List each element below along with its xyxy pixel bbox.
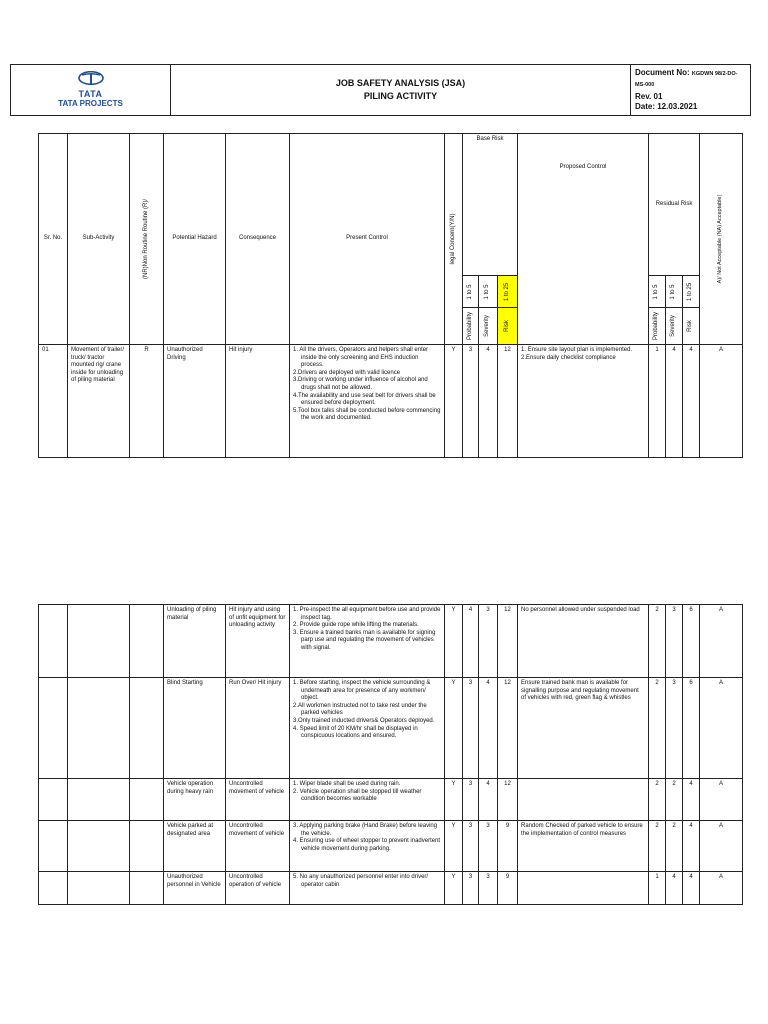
document-header	[10, 64, 751, 116]
base-r-scale: 1 to 25	[498, 276, 518, 308]
logo-text-company: TATA PROJECTS	[58, 98, 123, 108]
base-s: 3	[479, 821, 498, 872]
table-row	[39, 779, 743, 821]
res-p: 1	[649, 872, 666, 905]
res-r: 4	[683, 779, 700, 821]
date: Date: 12.03.2021	[635, 102, 698, 111]
col-hazard: Potential Hazard	[164, 134, 226, 345]
sub-activity: Movement of trailer/ truck/ tractor mounted rig/ crane inside for unloading of piling material	[68, 345, 130, 458]
consequence: Hit injury and using of unfit equipment for unloading activity	[226, 605, 290, 678]
present-control	[290, 345, 445, 458]
sub-activity	[68, 779, 130, 821]
res-risk-label: Risk	[683, 308, 700, 345]
res-p: 2	[649, 605, 666, 678]
res-s: 2	[666, 779, 683, 821]
col-routine-label: (NR)Non Routine Routine (R)/	[142, 198, 149, 280]
base-s-scale: 1 to 5	[479, 276, 498, 308]
present-control: 1. Pre-inspect the all equipment before use and provide inspect tag. 2. Provide guide rope while lifting the materials. 3. Ensure a trained banks man is available for signing parp use and regulating the movement of vehicles with signal.	[290, 605, 445, 678]
base-r: 9	[498, 872, 518, 905]
present-control: 1. Wiper blade shall be used during rain. 2. Vehicle operation shall be stopped till weather condition becomes workable	[290, 779, 445, 821]
base-p: 3	[463, 779, 479, 821]
document-title	[171, 65, 631, 116]
col-residual-risk: Residual Risk	[649, 134, 700, 276]
base-p: 3	[463, 821, 479, 872]
res-s-scale: 1 to 5	[666, 276, 683, 308]
title-line-1: JOB SAFETY ANALYSIS (JSA)	[335, 78, 466, 88]
res-p: 2	[649, 779, 666, 821]
acceptance: A	[700, 345, 743, 458]
tata-logo-icon	[78, 71, 104, 85]
col-sr-no: Sr. No.	[39, 134, 68, 345]
document-info	[631, 65, 751, 116]
col-consequence: Consequence	[226, 134, 290, 345]
doc-no-value: KGDWN 98/2-DO-MS-000	[635, 71, 738, 88]
res-r: 4	[683, 345, 700, 458]
res-r: 6	[683, 605, 700, 678]
present-control: 5. No any unauthorized personnel enter into driver/ operator cabin	[290, 872, 445, 905]
legal: Y	[445, 779, 463, 821]
doc-no-label: Document No:	[635, 68, 690, 77]
table-row	[39, 872, 743, 905]
res-r: 4	[683, 821, 700, 872]
present-control-list: 1. All the drivers, Operators and helpers shall enter inside the only screening and EHS induction process. 2.Drivers are deployed with valid licence 3.Driving or working under influence of alcohol and drugs shall not be allowed. 4.The availability and use seat belt for drivers shall be ensured before deployment. 5.Tool box talks shall be conducted before commencing the work and documented.	[293, 347, 441, 422]
present-control: 1. Before starting, inspect the vehicle surrounding & underneath area for presence of any workmen/ object. 2.All workmen instructed not to take rest under the parked vehicles 3.Only trained inducted drivers& Operators deployed. 4. Speed limit of 20 KM/hr shall be displayed in conspicuous locations and ensured.	[290, 678, 445, 779]
consequence: Uncontrolled operation of vehicle	[226, 872, 290, 905]
res-s: 4	[666, 872, 683, 905]
col-routine	[130, 134, 164, 345]
col-sub-activity: Sub-Activity	[68, 134, 130, 345]
res-r: 4	[683, 872, 700, 905]
col-base-risk: Base Risk	[463, 134, 518, 276]
hazard: Blind Starting	[164, 678, 226, 779]
title-line-2: PILING ACTIVITY	[363, 91, 438, 101]
table-row	[39, 605, 743, 678]
col-legal	[445, 134, 463, 345]
acceptance: A	[700, 779, 743, 821]
res-s: 2	[666, 821, 683, 872]
base-probability: Probability	[463, 308, 479, 345]
acceptance: A	[700, 872, 743, 905]
proposed-control	[518, 345, 649, 458]
base-p: 4	[463, 605, 479, 678]
res-r: 6	[683, 678, 700, 779]
hazard: Vehicle parked at designated area	[164, 821, 226, 872]
base-r: 9	[498, 821, 518, 872]
res-s: 3	[666, 678, 683, 779]
table-row	[39, 821, 743, 872]
res-r-scale: 1 to 25	[683, 276, 700, 308]
hazard: Unauthorized personnel in Vehicle	[164, 872, 226, 905]
hazard: Unauthorized Driving	[164, 345, 226, 458]
acceptance: A	[700, 678, 743, 779]
base-severity: Severity	[479, 308, 498, 345]
col-acceptance-label: A)/ Not Acceptable (NA) Acceptable(	[717, 194, 724, 284]
consequence: Run Over/ Hit injury	[226, 678, 290, 779]
acceptance: A	[700, 821, 743, 872]
base-p: 3	[463, 678, 479, 779]
logo-text-tata: TATA	[78, 88, 103, 99]
hazard: Unloading of piling material	[164, 605, 226, 678]
consequence: Uncontrolled movement of vehicle	[226, 779, 290, 821]
revision: Rev. 01	[635, 92, 663, 101]
base-r: 12	[498, 605, 518, 678]
base-p-scale: 1 to 5	[463, 276, 479, 308]
base-s: 4	[479, 345, 498, 458]
acceptance: A	[700, 605, 743, 678]
legal: Y	[445, 605, 463, 678]
res-p-scale: 1 to 5	[649, 276, 666, 308]
hazard: Vehicle operation during heavy rain	[164, 779, 226, 821]
legal: Y	[445, 821, 463, 872]
consequence: Hit injury	[226, 345, 290, 458]
table-row	[39, 678, 743, 779]
proposed-control	[518, 872, 649, 905]
legal: Y	[445, 345, 463, 458]
res-probability: Probability	[649, 308, 666, 345]
base-p: 3	[463, 872, 479, 905]
table-row	[39, 345, 743, 458]
routine: R	[130, 345, 164, 458]
present-control: 3. Applying parking brake (Hand Brake) before leaving the vehicle. 4. Ensuring use of wheel stopper to prevent inadvertent vehicle movement during parking.	[290, 821, 445, 872]
base-s: 3	[479, 605, 498, 678]
consequence: Uncontrolled movement of vehicle	[226, 821, 290, 872]
col-acceptance	[700, 134, 743, 345]
jsa-table-continued	[38, 604, 743, 905]
proposed-control	[518, 779, 649, 821]
base-risk-label: Risk	[498, 308, 518, 345]
legal: Y	[445, 678, 463, 779]
col-legal-label: legal Concern(Y/N)	[449, 213, 456, 265]
base-s: 4	[479, 779, 498, 821]
res-s: 4	[666, 345, 683, 458]
base-r: 12	[498, 345, 518, 458]
res-p: 2	[649, 678, 666, 779]
sub-activity	[68, 678, 130, 779]
res-severity: Severity	[666, 308, 683, 345]
sub-activity	[68, 821, 130, 872]
proposed-control: Random Checked of parked vehicle to ensure the implementation of control measures	[518, 821, 649, 872]
col-present-control: Present Control	[290, 134, 445, 345]
logo-cell	[11, 65, 171, 116]
col-proposed-control: Proposed Control	[518, 134, 649, 345]
legal: Y	[445, 872, 463, 905]
res-s: 3	[666, 605, 683, 678]
base-r: 12	[498, 678, 518, 779]
res-p: 2	[649, 821, 666, 872]
proposed-control-list: 1. Ensure site layout plan is implemented. 2.Ensure daily checklist compliance	[521, 347, 633, 361]
proposed-control: No personnel allowed under suspended load	[518, 605, 649, 678]
sr-no: 01	[39, 345, 68, 458]
res-p: 1	[649, 345, 666, 458]
base-r: 12	[498, 779, 518, 821]
base-s: 3	[479, 872, 498, 905]
base-s: 4	[479, 678, 498, 779]
jsa-table	[38, 133, 743, 458]
sub-activity	[68, 605, 130, 678]
sub-activity	[68, 872, 130, 905]
base-p: 3	[463, 345, 479, 458]
proposed-control: Ensure trained bank man is available for signalling purpose and regulating movement of vehicles with red, green flag & whistles	[518, 678, 649, 779]
